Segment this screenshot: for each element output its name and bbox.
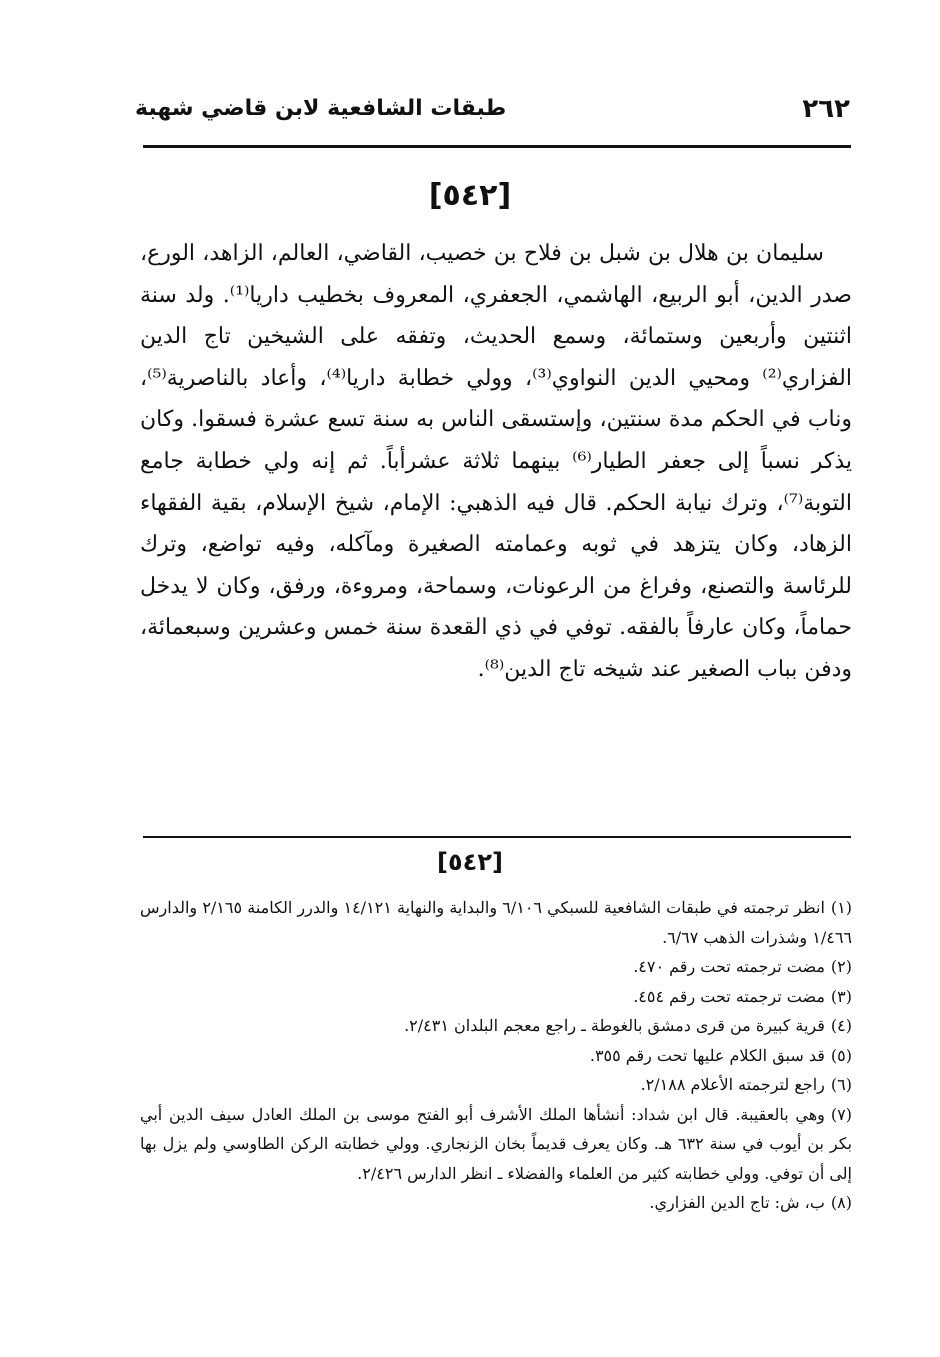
text-line: يتزهد في ثوبه وعمامته الصغيرة ومآكله، وفيه تواضع، وترك للرئاسة والتصنع، وفراغ <box>140 532 852 599</box>
footnote-number: (١) <box>830 898 853 917</box>
book-title: طبقات الشافعية لابن قاضي شهبة <box>135 96 507 121</box>
entry-number: [٥٤٢] <box>428 178 512 213</box>
footnote-item <box>140 982 852 1012</box>
footnote-text: قد سبق الكلام عليها تحت رقم ٣٥٥. <box>589 1045 825 1065</box>
footnote-text: راجع لترجمته الأعلام ٢/١٨٨. <box>640 1075 825 1094</box>
text-line: الورع، صدر الدين، أبو الربيع، الهاشمي، الجعفري، المعروف بخطيب داريا⁽¹⁾. <box>140 241 852 308</box>
footnote-item <box>140 1011 852 1041</box>
text-line: نيابة الحكم. قال فيه الذهبي: الإمام، شيخ الإسلام، بقية الفقهاء الزهاد، وكان <box>140 490 853 558</box>
running-head <box>135 92 850 132</box>
footnote-number: (٥) <box>830 1045 852 1065</box>
footnote-text: مضت ترجمته تحت رقم ٤٧٠. <box>633 957 825 976</box>
footnote-text: ب، ش: تاج الدين الفزاري. <box>649 1193 825 1212</box>
footnote-number: (٧) <box>830 1104 852 1124</box>
footnote-item <box>140 1100 852 1189</box>
footnote-text: قرية كبيرة من قرى دمشق بالغوطة ـ راجع معجم البلدان ٢/٤٣١. <box>404 1016 825 1035</box>
footnote-text: وهي بالعقيبة. قال ابن شداد: أنشأها الملك الأشرف أبو الفتح موسى بن الملك العادل سيف <box>210 1104 825 1124</box>
header-rule <box>143 145 851 148</box>
text-line: نسباً إلى جعفر الطيار⁽⁶⁾ بينهما ثلاثة عشرأباً. ثم إنه ولي خطابة جامع التوبة⁽⁷⁾، وترك <box>140 448 852 516</box>
text-line: من الرعونات، وسماحة، ومروءة، ورفق، وكان لا يدخل حماماً، وكان عارفاً <box>140 573 853 641</box>
footnote-item <box>140 1188 852 1218</box>
page-number: ٢٦٢ <box>802 94 850 124</box>
footnote-number: (٦) <box>830 1075 852 1094</box>
footnotes-entry-number: [٥٤٢] <box>437 848 503 876</box>
footnotes-rule <box>143 836 851 838</box>
text-line: ولد سنة اثنتين وأربعين وستمائة، وسمع الحديث، وتفقه على الشيخين تاج الدين <box>140 282 852 350</box>
footnote-text: انظر ترجمته في طبقات الشافعية للسبكي ٦/١٠٦ والبداية والنهاية ١٤/١٢١ والدرر الكامنة <box>247 898 825 917</box>
footnote-number: (٣) <box>830 986 852 1006</box>
text-line: شيخه تاج الدين⁽⁸⁾. <box>477 656 644 682</box>
text-line: بالفقه. توفي في ذي القعدة سنة خمس وعشرين وسبعمائة، ودفن بباب الصغير عند <box>140 615 852 682</box>
biography-paragraph <box>140 233 852 691</box>
footnote-item <box>140 952 852 982</box>
text-line: وناب في الحكم مدة سنتين، وإستسقى الناس به سنة تسع عشرة فسقوا. وكان يذكر <box>140 407 853 474</box>
text-line: الفزاري⁽²⁾ ومحيي الدين النواوي⁽³⁾، وولي خطابة داريا⁽⁴⁾، وأعاد بالناصرية⁽⁵⁾، <box>140 365 852 391</box>
footnote-number: (٨) <box>830 1193 852 1212</box>
footnote-continuation: الدين أبي بكر بن أيوب في سنة ٦٣٢ هـ. وكان يعرف قديماً بخان الزنجاري. وولي خطابته الركن الطاوسي ولم يزل بها إلى أن توفي. وولي خطابته كثير من العلماء والفضلاء ـ انظر الدارس ٢/٤٢٦. <box>140 1104 853 1183</box>
text-line: سليمان بن هلال بن شبل بن فلاح بن خصيب، القاضي، العالم، الزاهد، <box>202 241 824 266</box>
footnote-number: (٢) <box>830 957 852 976</box>
footnotes-list <box>140 893 852 1218</box>
footnote-item <box>140 1070 852 1100</box>
biography-text <box>140 233 852 691</box>
footnote-text: مضت ترجمته تحت رقم ٤٥٤. <box>633 986 825 1006</box>
footnote-item <box>140 1041 852 1071</box>
footnote-number: (٤) <box>830 1016 852 1035</box>
footnote-continuation: ٢/١٦٥ والدارس ١/٤٦٦ وشذرات الذهب ٦/٦٧. <box>140 898 852 947</box>
footnote-item <box>140 893 852 952</box>
